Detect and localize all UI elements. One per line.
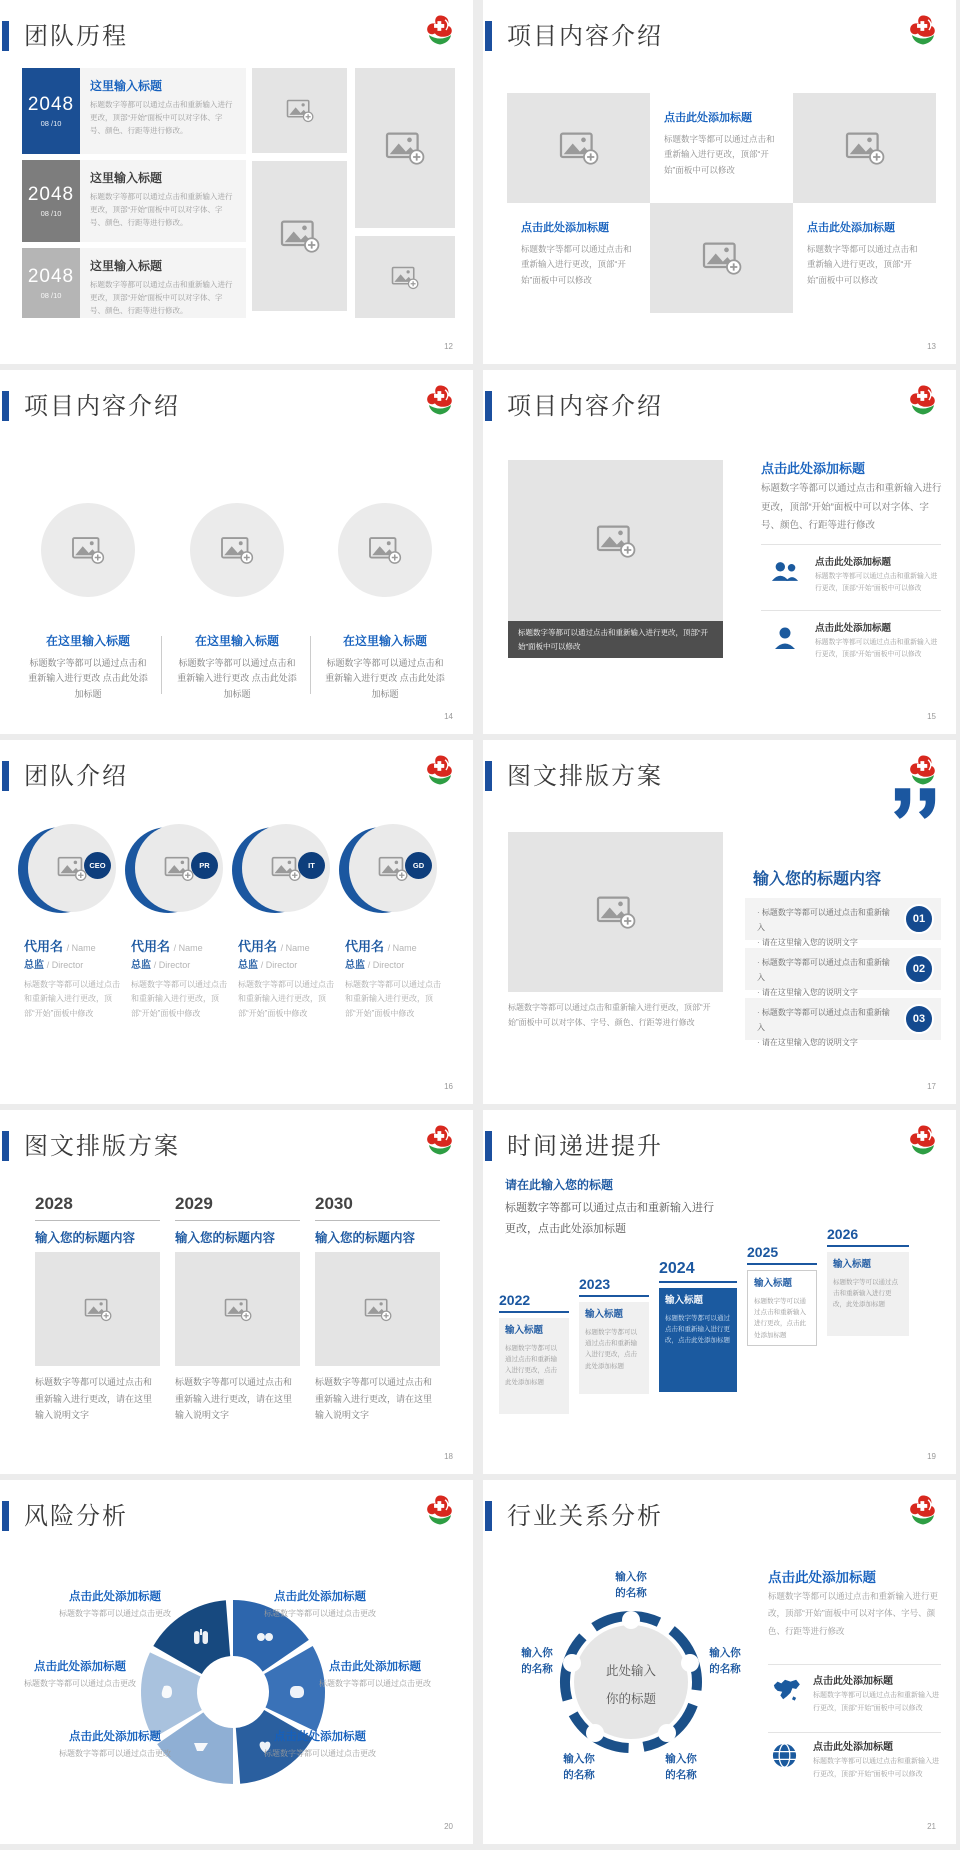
risk-body: 标题数字等都可以通过点击更改 <box>24 1679 136 1688</box>
slide-thumbnail-14[interactable] <box>0 370 473 734</box>
slide-thumbnail-21[interactable] <box>483 1480 956 1844</box>
node-line: 的名称 <box>521 1662 553 1675</box>
risk-heading: 点击此处添加标题 <box>329 1661 421 1673</box>
title-accent-bar <box>2 761 9 791</box>
image-placeholder-icon <box>385 130 425 166</box>
rule <box>579 1295 649 1297</box>
relation-node <box>505 1646 569 1678</box>
timeline-body: 标题数字等都可以通过点击和重新输入进行更改，顶部“开始”面板中可以对字体、字号、颜色、行距等进行修改。 <box>90 280 233 316</box>
member-body: 标题数字等都可以通过点击和重新输入进行更改，顶部“开始”面板中修改 <box>131 980 227 1018</box>
step-year: 2022 <box>499 1292 531 1308</box>
intro-body: 标题数字等都可以通过点击和重新输入进行更改，点击此处添加标题 <box>505 1202 714 1236</box>
image-placeholder[interactable] <box>35 1252 160 1366</box>
cell-body: 标题数字等都可以通过点击和重新输入进行更改，顶部“开始”面板中可以修改 <box>521 244 632 285</box>
rule <box>827 1245 909 1247</box>
node-line: 输入你 <box>563 1753 595 1765</box>
number-badge: 02 <box>904 954 934 984</box>
risk-body: 标题数字等都可以通过点击更改 <box>264 1749 376 1758</box>
slide-title: 行业关系分析 <box>507 1503 663 1530</box>
timeline-date-box <box>22 248 80 318</box>
member-name <box>238 936 310 955</box>
step-heading: 输入标题 <box>585 1309 624 1320</box>
role-badge: IT <box>298 852 325 879</box>
slide-title: 团队历程 <box>24 23 128 50</box>
timeline-heading: 这里输入标题 <box>90 79 163 93</box>
member-name-en: / Name <box>280 943 310 953</box>
role-badge: CEO <box>84 852 111 879</box>
member-role-cn: 总监 <box>238 960 258 971</box>
node-line: 的名称 <box>615 1586 647 1599</box>
column-heading: 输入您的标题内容 <box>35 1231 136 1245</box>
step-box <box>659 1288 737 1392</box>
column-heading: 在这里输入标题 <box>45 634 130 648</box>
row-line: · 请在这里输入您的说明文字 <box>757 985 897 1000</box>
step-box <box>579 1302 649 1394</box>
image-placeholder-icon <box>71 535 105 565</box>
item-body: 标题数字等都可以通过点击和重新输入进行更改，顶部“开始”面板中可以修改 <box>815 573 938 592</box>
image-placeholder[interactable] <box>175 1252 300 1366</box>
image-placeholder-icon <box>378 855 408 882</box>
page-number: 13 <box>927 342 936 351</box>
timeline-date: 08 /10 <box>40 209 62 218</box>
list-item <box>813 1672 943 1716</box>
timeline-step <box>659 1260 737 1392</box>
title-accent-bar <box>485 1131 492 1161</box>
rule <box>35 1220 160 1221</box>
person-icon <box>773 626 797 650</box>
slide-thumbnail-19[interactable] <box>483 1110 956 1474</box>
slide-title: 项目内容介绍 <box>24 393 180 420</box>
member-role <box>24 956 83 971</box>
section-heading: 点击此处添加标题 <box>761 461 866 476</box>
title-accent-bar <box>2 1131 9 1161</box>
member-role-en: / Director <box>46 960 84 970</box>
title-accent-bar <box>485 1501 492 1531</box>
image-placeholder[interactable] <box>355 236 455 318</box>
content-cell <box>793 203 936 313</box>
step-heading: 输入标题 <box>754 1278 793 1289</box>
cell-body: 标题数字等都可以通过点击和重新输入进行更改，顶部“开始”面板中可以修改 <box>807 244 918 285</box>
logo-icon <box>906 1493 940 1527</box>
year-label: 2028 <box>35 1194 73 1213</box>
risk-body: 标题数字等都可以通过点击更改 <box>59 1609 171 1618</box>
image-caption: 标题数字等都可以通过点击和重新输入进行更改，顶部“开始”面板中可以对字体、字号、颜色、行距等进行修改 <box>508 1003 711 1028</box>
item-heading: 点击此处添加标题 <box>813 1742 893 1753</box>
page-number: 14 <box>444 712 453 721</box>
hub-title-line: 此处输入 <box>605 1664 656 1678</box>
step-year: 2025 <box>747 1244 779 1260</box>
node-line: 输入你 <box>709 1647 741 1659</box>
page-number: 18 <box>444 1452 453 1461</box>
number-badge: 03 <box>904 1004 934 1034</box>
image-placeholder-icon <box>220 535 254 565</box>
image-placeholder-icon <box>84 1297 112 1322</box>
globe-icon <box>771 1742 798 1769</box>
column-body: 标题数字等都可以通过点击和重新输入进行更改，请在这里输入说明文字 <box>35 1377 153 1421</box>
image-placeholder-icon <box>280 218 320 254</box>
member-body: 标题数字等都可以通过点击和重新输入进行更改，顶部“开始”面板中修改 <box>238 980 334 1018</box>
image-placeholder[interactable] <box>252 68 347 153</box>
image-placeholder-icon <box>845 130 885 166</box>
rule <box>499 1311 569 1313</box>
timeline-heading: 这里输入标题 <box>90 171 163 185</box>
slide-title: 项目内容介绍 <box>507 393 663 420</box>
slide-title: 图文排版方案 <box>507 763 663 790</box>
risk-label <box>5 1658 155 1689</box>
member-name-en: / Name <box>66 943 96 953</box>
member-avatar[interactable] <box>125 824 220 916</box>
item-heading: 点击此处添加标题 <box>813 1676 893 1687</box>
column-heading: 输入您的标题内容 <box>315 1231 416 1245</box>
image-placeholder-icon <box>596 523 636 559</box>
cell-heading: 点击此处添加标题 <box>664 112 752 124</box>
member-role-cn: 总监 <box>131 960 151 971</box>
title-accent-bar <box>485 21 492 51</box>
timeline-body: 标题数字等都可以通过点击和重新输入进行更改，顶部“开始”面板中可以对字体、字号、颜色、行距等进行修改。 <box>90 192 233 228</box>
step-body: 标题数字等都可以通过点击和重新输入进行更改，点击此处添加标题 <box>505 1344 557 1386</box>
member-body: 标题数字等都可以通过点击和重新输入进行更改，顶部“开始”面板中修改 <box>24 980 120 1018</box>
column-heading: 在这里输入标题 <box>342 634 427 648</box>
timeline-entry <box>80 248 246 318</box>
slide-thumbnail-17[interactable] <box>483 740 956 1104</box>
title-accent-bar <box>485 391 492 421</box>
number-badge: 01 <box>904 904 934 934</box>
numbered-row <box>745 998 941 1048</box>
member-avatar[interactable] <box>339 824 434 916</box>
cell-heading: 点击此处添加标题 <box>807 222 895 234</box>
member-name-cn: 代用名 <box>131 939 171 954</box>
logo-icon <box>906 1123 940 1157</box>
hub-title-line: 你的标题 <box>605 1691 656 1706</box>
member-name <box>131 936 203 955</box>
node-line: 的名称 <box>709 1662 741 1675</box>
row-line: · 标题数字等都可以通过点击和重新输入 <box>757 955 897 985</box>
risk-body: 标题数字等都可以通过点击更改 <box>59 1749 171 1758</box>
rule <box>659 1281 737 1283</box>
slide-title: 团队介绍 <box>24 763 128 790</box>
member-body: 标题数字等都可以通过点击和重新输入进行更改，顶部“开始”面板中修改 <box>345 980 441 1018</box>
member-role-en: / Director <box>153 960 191 970</box>
step-body: 标题数字等可以通过点击和重新输入进行更改，点击此处添加标题 <box>754 1297 806 1339</box>
image-placeholder[interactable] <box>190 503 284 597</box>
step-box <box>499 1318 569 1414</box>
intro-heading: 请在此输入您的标题 <box>505 1178 614 1192</box>
timeline-year: 2048 <box>27 266 75 287</box>
row-line: · 请在这里输入您的说明文字 <box>757 1035 897 1050</box>
step-year: 2024 <box>659 1260 695 1277</box>
member-role <box>131 956 190 971</box>
timeline-date-box <box>22 68 80 154</box>
step-box <box>747 1270 817 1346</box>
logo-icon <box>423 1493 457 1527</box>
image-placeholder-icon <box>271 855 301 882</box>
image-placeholder-icon <box>596 894 636 930</box>
image-placeholder[interactable] <box>41 503 135 597</box>
risk-heading: 点击此处添加标题 <box>69 1731 161 1743</box>
logo-icon <box>906 13 940 47</box>
timeline-heading: 这里输入标题 <box>90 259 163 273</box>
image-placeholder-icon <box>559 130 599 166</box>
slide-thumbnail-16[interactable] <box>0 740 473 1104</box>
slide-thumbnail-18[interactable] <box>0 1110 473 1474</box>
year-label: 2029 <box>175 1194 213 1213</box>
cell-heading: 点击此处添加标题 <box>521 222 609 234</box>
risk-body: 标题数字等都可以通过点击更改 <box>319 1679 431 1688</box>
risk-heading: 点击此处添加标题 <box>34 1661 126 1673</box>
column-body: 标题数字等都可以通过点击和重新输入进行更改，请在这里输入说明文字 <box>175 1377 293 1421</box>
member-role-en: / Director <box>367 960 405 970</box>
risk-label <box>245 1588 395 1619</box>
node-line: 输入你 <box>521 1647 553 1659</box>
member-name-en: / Name <box>173 943 203 953</box>
step-heading: 输入标题 <box>665 1295 704 1306</box>
numbered-row <box>745 948 941 998</box>
content-column <box>311 632 459 702</box>
slide-title: 时间递进提升 <box>507 1133 663 1160</box>
logo-icon <box>423 383 457 417</box>
image-placeholder-icon <box>164 855 194 882</box>
column-divider <box>161 636 162 694</box>
image-placeholder[interactable] <box>315 1252 440 1366</box>
image-placeholder[interactable] <box>650 203 793 313</box>
page-number: 20 <box>444 1822 453 1831</box>
column-heading: 输入您的标题内容 <box>175 1231 276 1245</box>
page-number: 12 <box>444 342 453 351</box>
node-line: 输入你 <box>665 1753 697 1765</box>
title-accent-bar <box>2 391 9 421</box>
member-role <box>345 956 404 971</box>
timeline-year: 2048 <box>27 94 75 115</box>
risk-body: 标题数字等都可以通过点击更改 <box>264 1609 376 1618</box>
slide-thumbnail-20[interactable] <box>0 1480 473 1844</box>
slide-title: 风险分析 <box>24 1503 128 1530</box>
year-column <box>315 1194 440 1246</box>
slide-thumbnail-12[interactable] <box>0 0 473 364</box>
member-avatar[interactable] <box>18 824 113 916</box>
image-placeholder[interactable] <box>793 93 936 203</box>
image-placeholder[interactable] <box>508 832 723 992</box>
column-body: 标题数字等都可以通过点击和重新输入进行更改，请在这里输入说明文字 <box>315 1377 433 1421</box>
list-item <box>815 620 943 661</box>
node-line: 的名称 <box>665 1768 697 1781</box>
image-placeholder-icon <box>57 855 87 882</box>
divider <box>768 1664 941 1665</box>
list-item <box>813 1738 943 1782</box>
hub-title <box>579 1658 683 1713</box>
page-number: 15 <box>927 712 936 721</box>
section-heading: 点击此处添加标题 <box>768 1570 876 1585</box>
risk-pinwheel-diagram <box>133 1592 333 1792</box>
relation-node <box>693 1646 757 1678</box>
title-accent-bar <box>2 21 9 51</box>
page-number: 17 <box>927 1082 936 1091</box>
slide-title: 项目内容介绍 <box>507 23 663 50</box>
people-icon <box>770 560 800 583</box>
year-column <box>175 1194 300 1246</box>
member-role <box>238 956 297 971</box>
image-placeholder-icon <box>364 1297 392 1322</box>
step-box <box>827 1252 909 1336</box>
role-badge: GD <box>405 852 432 879</box>
page-number: 16 <box>444 1082 453 1091</box>
timeline-step <box>499 1292 569 1414</box>
timeline-year: 2048 <box>27 184 75 205</box>
member-name-en: / Name <box>387 943 417 953</box>
content-column <box>14 632 162 702</box>
step-body: 标题数字等都可以通过点击和重新输入进行更改，点击此处添加标题 <box>585 1328 637 1370</box>
row-line: · 请在这里输入您的说明文字 <box>757 935 897 950</box>
quote-icon <box>893 788 939 821</box>
cell-body: 标题数字等都可以通过点击和重新输入进行更改，顶部“开始”面板中可以修改 <box>664 134 775 175</box>
image-placeholder[interactable] <box>355 68 455 228</box>
title-accent-bar <box>2 1501 9 1531</box>
timeline-entry <box>80 160 246 242</box>
column-heading: 在这里输入标题 <box>194 634 279 648</box>
risk-heading: 点击此处添加标题 <box>274 1731 366 1743</box>
item-heading: 点击此处添加标题 <box>815 623 892 634</box>
item-heading: 点击此处添加标题 <box>815 557 892 568</box>
relation-node <box>547 1752 611 1784</box>
node-line: 输入你 <box>615 1571 647 1583</box>
item-body: 标题数字等都可以通过点击和重新输入进行更改，顶部“开始”面板中可以修改 <box>813 1758 939 1778</box>
image-caption: 标题数字等都可以通过点击和重新输入进行更改，顶部“开始”面板中可以修改 <box>508 621 723 658</box>
logo-icon <box>906 383 940 417</box>
item-body: 标题数字等都可以通过点击和重新输入进行更改，顶部“开始”面板中可以修改 <box>815 639 938 658</box>
slide-thumbnail-15[interactable] <box>483 370 956 734</box>
risk-label <box>245 1728 395 1759</box>
member-name <box>24 936 96 955</box>
member-role-en: / Director <box>260 960 298 970</box>
section-body: 标题数字等都可以通过点击和重新输入进行更改，顶部“开始”面板中可以对字体、字号、颜色、行距等进行修改 <box>761 483 942 532</box>
logo-icon <box>423 1123 457 1157</box>
timeline-date: 08 /10 <box>40 291 62 300</box>
timeline-step <box>579 1276 649 1394</box>
image-placeholder-icon <box>224 1297 252 1322</box>
timeline-date: 08 /10 <box>40 119 62 128</box>
content-cell <box>507 203 650 313</box>
step-year: 2023 <box>579 1276 611 1292</box>
step-heading: 输入标题 <box>505 1325 544 1336</box>
step-year: 2026 <box>827 1226 859 1242</box>
node-line: 的名称 <box>563 1768 595 1781</box>
list-item <box>815 554 943 595</box>
rule <box>175 1220 300 1221</box>
step-body: 标题数字等都可以通过点击和重新输入进行更改，点击此处添加标题 <box>665 1314 730 1345</box>
row-line: · 标题数字等都可以通过点击和重新输入 <box>757 905 897 935</box>
logo-icon <box>423 13 457 47</box>
risk-label <box>40 1728 190 1759</box>
relation-node <box>599 1570 663 1602</box>
risk-label <box>300 1658 450 1689</box>
step-body: 标题数字等可以通过点击和重新输入进行更改，此处添加标题 <box>833 1278 898 1309</box>
step-heading: 输入标题 <box>833 1259 872 1270</box>
timeline-step <box>747 1244 817 1346</box>
china-map-icon <box>768 1676 802 1702</box>
role-badge: PR <box>191 852 218 879</box>
timeline-entry <box>80 68 246 154</box>
relation-node <box>649 1752 713 1784</box>
image-placeholder[interactable] <box>507 93 650 203</box>
member-name <box>345 936 417 955</box>
page-number: 19 <box>927 1452 936 1461</box>
image-placeholder[interactable] <box>508 460 723 621</box>
member-name-cn: 代用名 <box>345 939 385 954</box>
quote-heading: 输入您的标题内容 <box>753 871 882 888</box>
column-divider <box>310 636 311 694</box>
member-avatar[interactable] <box>232 824 327 916</box>
slide-thumbnail-13[interactable] <box>483 0 956 364</box>
timeline-date-box <box>22 160 80 242</box>
rule <box>747 1263 817 1265</box>
divider <box>761 610 941 611</box>
risk-heading: 点击此处添加标题 <box>69 1591 161 1603</box>
year-label: 2030 <box>315 1194 353 1213</box>
risk-label <box>40 1588 190 1619</box>
divider <box>768 1732 941 1733</box>
row-line: · 标题数字等都可以通过点击和重新输入 <box>757 1005 897 1035</box>
image-placeholder-icon <box>391 265 419 290</box>
timeline-body: 标题数字等都可以通过点击和重新输入进行更改，顶部“开始”面板中可以对字体、字号、颜色、行距等进行修改。 <box>90 100 233 136</box>
divider <box>761 544 941 545</box>
rule <box>315 1220 440 1221</box>
risk-heading: 点击此处添加标题 <box>274 1591 366 1603</box>
member-role-cn: 总监 <box>345 960 365 971</box>
image-placeholder[interactable] <box>252 161 347 311</box>
year-column <box>35 1194 160 1246</box>
image-placeholder-icon <box>286 98 314 123</box>
slide-title: 图文排版方案 <box>24 1133 180 1160</box>
column-body: 标题数字等都可以通过点击和重新输入进行更改 点击此处添加标题 <box>28 658 148 699</box>
image-placeholder-icon <box>702 240 742 276</box>
image-placeholder-icon <box>368 535 402 565</box>
column-body: 标题数字等都可以通过点击和重新输入进行更改 点击此处添加标题 <box>325 658 445 699</box>
numbered-row <box>745 898 941 948</box>
column-body: 标题数字等都可以通过点击和重新输入进行更改 点击此处添加标题 <box>177 658 297 699</box>
logo-icon <box>423 753 457 787</box>
content-cell <box>650 93 793 203</box>
item-body: 标题数字等都可以通过点击和重新输入进行更改，顶部“开始”面板中可以修改 <box>813 1692 939 1712</box>
content-column <box>163 632 311 702</box>
logo-icon <box>906 753 940 787</box>
image-placeholder[interactable] <box>338 503 432 597</box>
title-accent-bar <box>485 761 492 791</box>
section-body: 标题数字等都可以通过点击和重新输入进行更改，顶部“开始”面板中可以对字体、字号、颜色、行距等进行修改 <box>768 1591 939 1636</box>
page-number: 21 <box>927 1822 936 1831</box>
member-role-cn: 总监 <box>24 960 44 971</box>
member-name-cn: 代用名 <box>24 939 64 954</box>
member-name-cn: 代用名 <box>238 939 278 954</box>
timeline-step <box>827 1226 909 1336</box>
